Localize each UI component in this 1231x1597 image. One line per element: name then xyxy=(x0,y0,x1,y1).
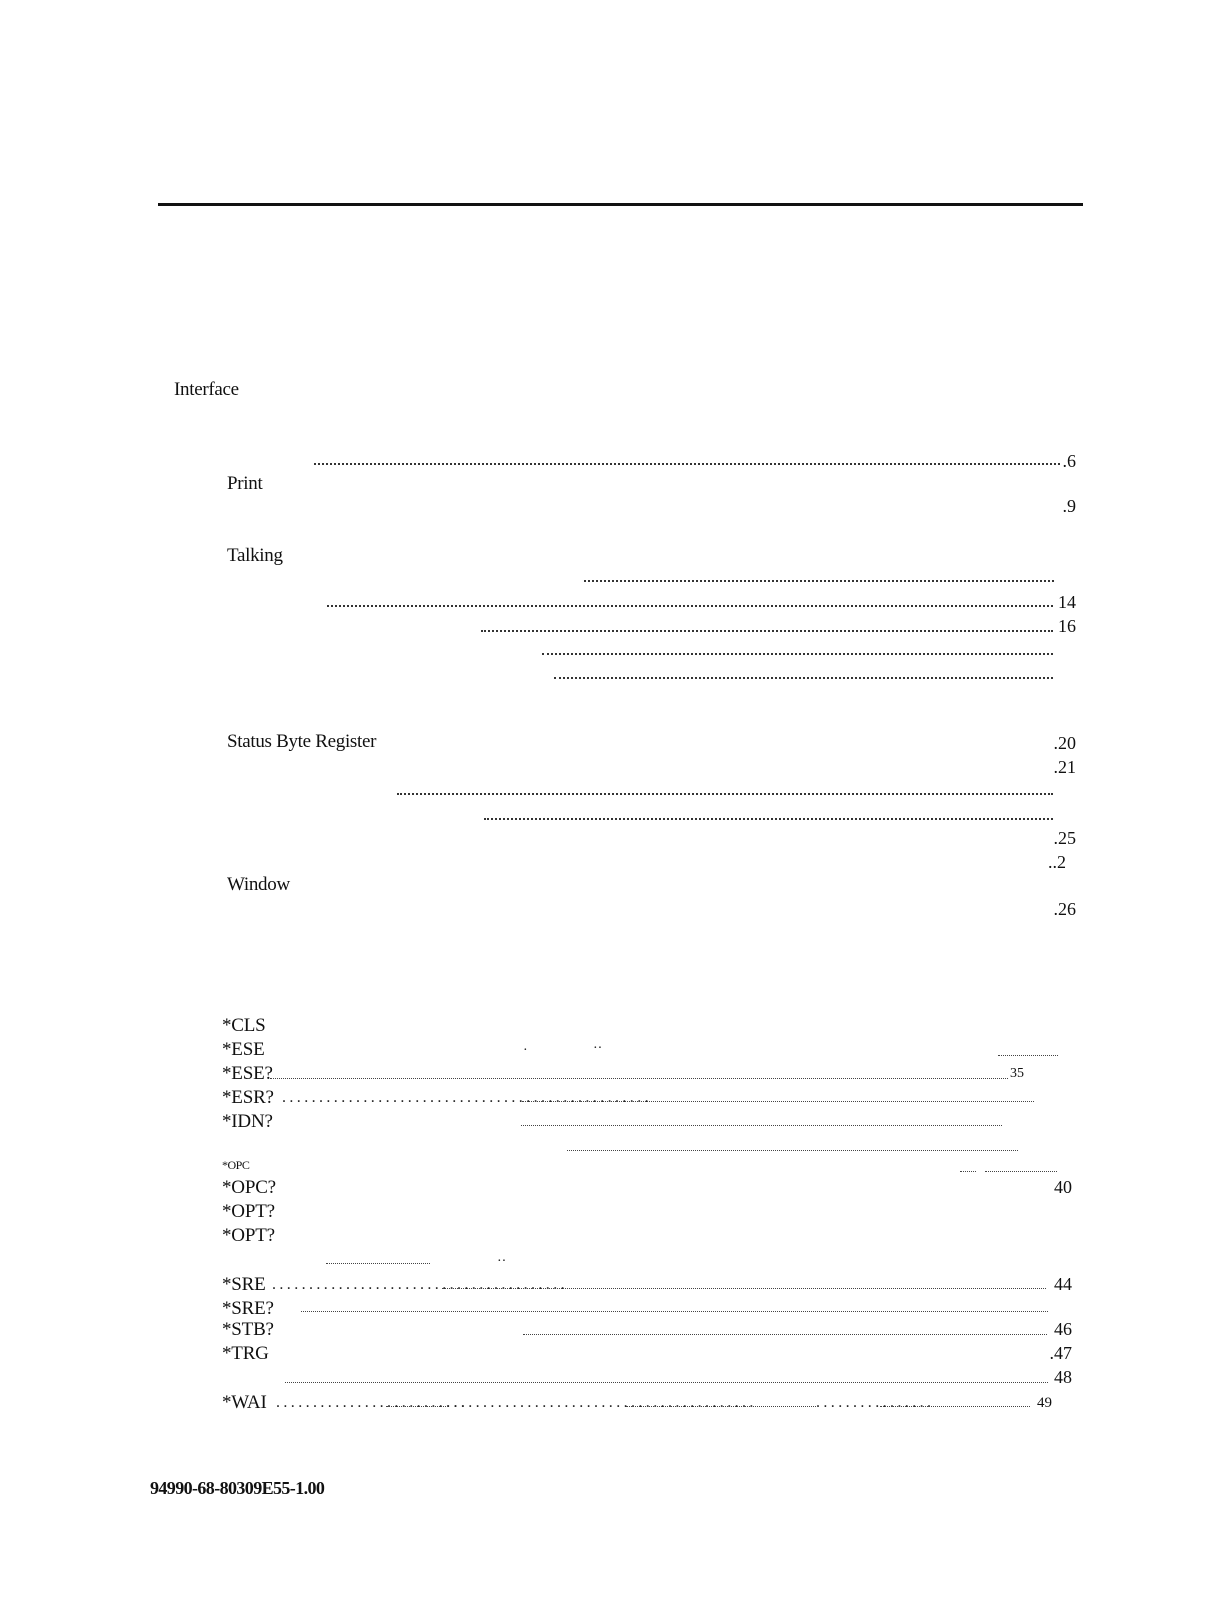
dot-leader xyxy=(442,1288,1046,1289)
dot-leader: .......................... xyxy=(276,1394,469,1411)
toc-command: *STB? xyxy=(222,1319,274,1340)
toc-command: *ESE? xyxy=(222,1063,273,1084)
page-number: .20 xyxy=(1053,733,1076,753)
dot-leader: ................ xyxy=(816,1394,935,1411)
stray-mark: · xyxy=(523,1043,528,1058)
dot-leader: .......................................... xyxy=(446,1394,757,1411)
dot-leader xyxy=(523,1334,1047,1335)
dot-leader xyxy=(285,1382,1048,1383)
top-rule xyxy=(158,203,1083,206)
document-footer-code: 94990-68-80309E55-1.00 xyxy=(150,1478,325,1498)
dot-leader xyxy=(626,1406,816,1407)
page-number: .25 xyxy=(1053,828,1076,848)
toc-entry-window: Window xyxy=(227,874,290,895)
page-number: 16 xyxy=(1058,616,1076,636)
toc-command: *SRE xyxy=(222,1274,266,1295)
dot-leader: ........................................ xyxy=(272,1276,568,1293)
toc-entry-talking: Talking xyxy=(227,545,283,566)
dot-leader xyxy=(522,1101,1034,1102)
toc-command: *OPC? xyxy=(222,1177,276,1198)
dot-leader xyxy=(880,1406,1030,1407)
dot-leader xyxy=(554,677,1053,679)
dot-leader xyxy=(314,463,1060,465)
dot-leader: .................................................. xyxy=(282,1089,652,1106)
toc-command: *IDN? xyxy=(222,1111,273,1132)
dot-leader xyxy=(484,818,1053,820)
page-number: .9 xyxy=(1062,496,1076,516)
page-number: 46 xyxy=(1054,1319,1072,1339)
dot-leader xyxy=(985,1171,1057,1172)
toc-command: *WAI xyxy=(222,1392,267,1413)
toc-command: *OPT? xyxy=(222,1225,275,1246)
toc-command: *SRE? xyxy=(222,1298,274,1319)
toc-command: *ESE xyxy=(222,1039,265,1060)
page-number: 40 xyxy=(1054,1177,1072,1197)
toc-command: *CLS xyxy=(222,1015,266,1036)
page-number: 48 xyxy=(1054,1367,1072,1387)
page-number: 35 xyxy=(1010,1066,1024,1081)
dot-leader xyxy=(481,630,1053,632)
page-number: 44 xyxy=(1054,1274,1072,1294)
dot-leader xyxy=(998,1055,1058,1056)
toc-entry-status-byte-register: Status Byte Register xyxy=(227,731,377,752)
toc-command: *TRG xyxy=(222,1343,269,1364)
page-number: 14 xyxy=(1058,592,1076,612)
dot-leader xyxy=(397,793,1053,795)
stray-mark: ·· xyxy=(593,1041,603,1056)
page-number: 49 xyxy=(1037,1395,1052,1411)
section-heading-interface: Interface xyxy=(174,379,239,400)
dot-leader xyxy=(567,1150,1018,1151)
dot-leader xyxy=(270,1078,1008,1079)
page-number: .21 xyxy=(1053,757,1076,777)
toc-command: *OPT? xyxy=(222,1201,275,1222)
page-number: ..2 xyxy=(1048,852,1066,872)
page-number: .26 xyxy=(1053,899,1076,919)
page-number: .6 xyxy=(1062,451,1076,471)
dot-leader xyxy=(521,1125,1002,1126)
dot-leader xyxy=(542,653,1053,655)
toc-command: *ESR? xyxy=(222,1087,274,1108)
dot-leader xyxy=(960,1171,976,1172)
dot-leader xyxy=(326,1263,430,1264)
dot-leader xyxy=(386,1406,446,1407)
dot-leader xyxy=(327,605,1053,607)
stray-mark: ·· xyxy=(497,1254,507,1269)
dot-leader xyxy=(584,580,1054,582)
toc-entry-print: Print xyxy=(227,473,263,494)
page-number: .47 xyxy=(1049,1343,1072,1363)
dot-leader xyxy=(301,1311,1048,1312)
toc-command: *OPC xyxy=(222,1158,250,1172)
